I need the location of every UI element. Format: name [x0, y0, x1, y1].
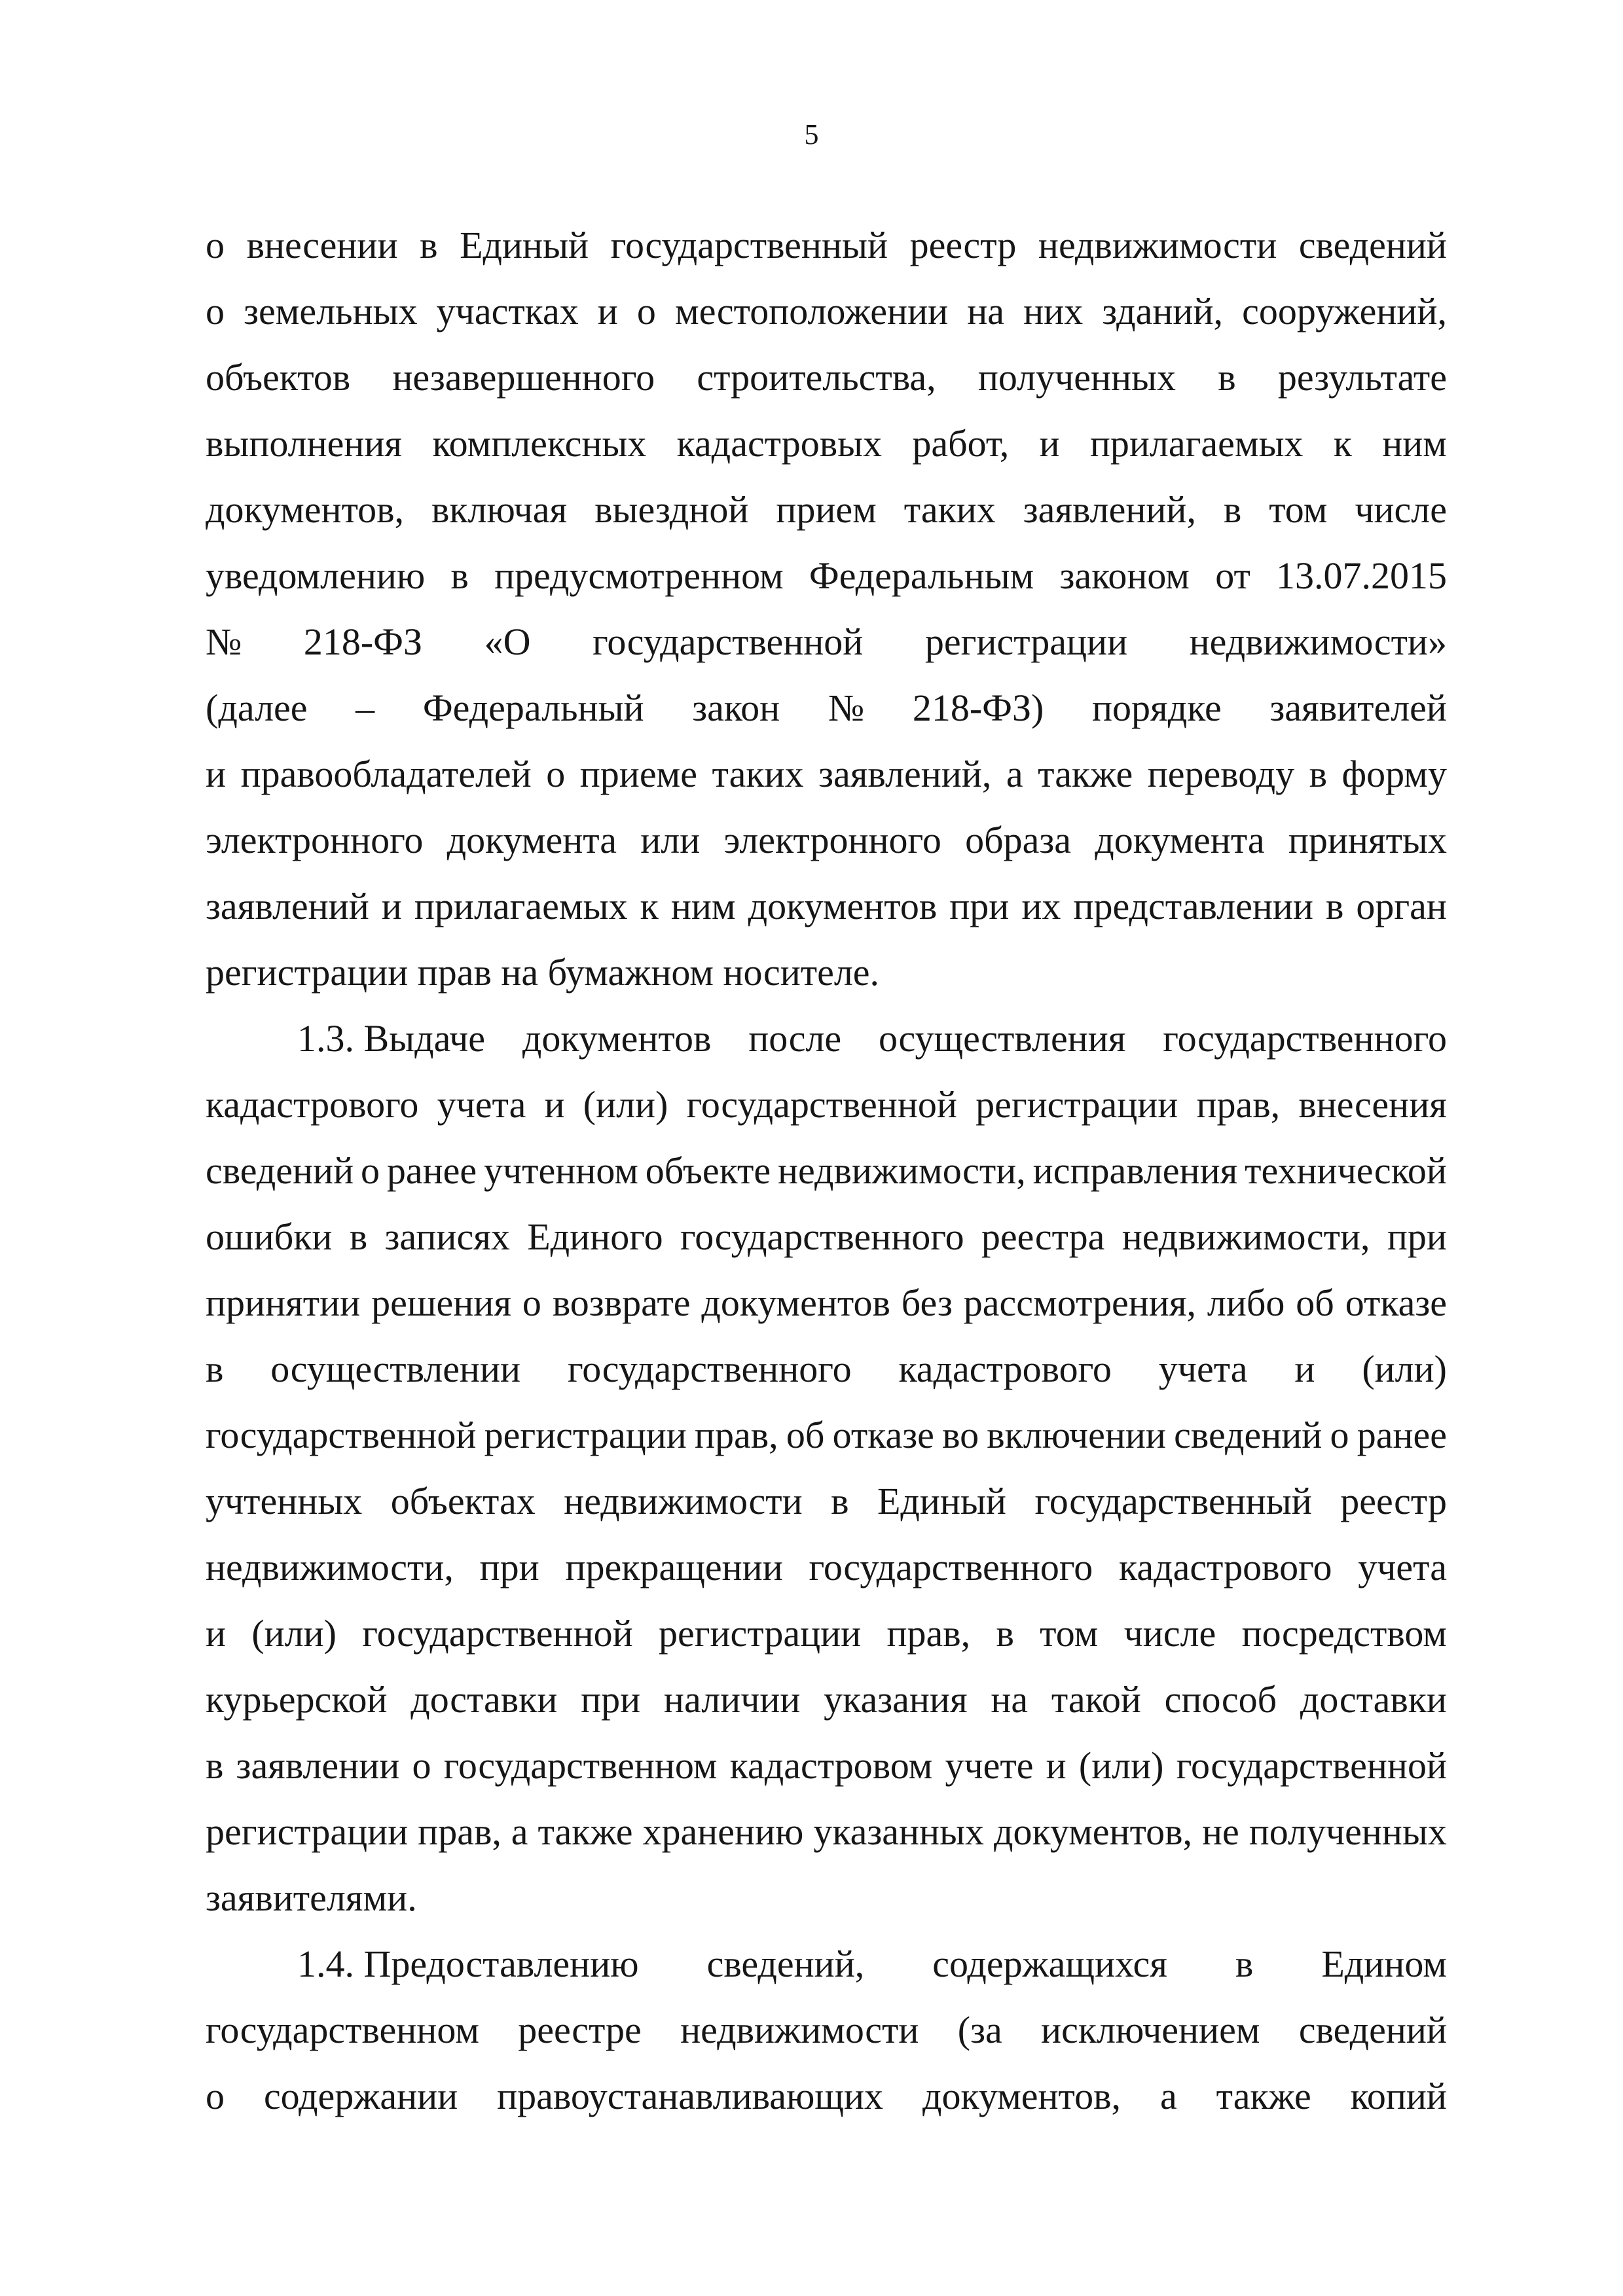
word: решения [371, 1282, 512, 1324]
word: Федеральным [809, 554, 1034, 597]
word: осуществлении [270, 1348, 521, 1390]
word: полученных [1249, 1810, 1447, 1853]
word: посредством [1241, 1612, 1447, 1655]
word: учета [1358, 1546, 1447, 1588]
word: ошибки [206, 1215, 333, 1258]
word: регистрации [206, 1810, 409, 1853]
text-line [206, 1138, 1447, 1204]
text-line [206, 1732, 1447, 1799]
word: объектов [206, 356, 351, 399]
word: государственного [809, 1546, 1093, 1588]
word: заявлений [206, 885, 369, 927]
word: выездной [594, 488, 749, 531]
document-body [206, 212, 1447, 2129]
word: сведений [1174, 1414, 1322, 1456]
word: заявлений, [818, 753, 992, 795]
word: государственного [1163, 1017, 1447, 1060]
word: результате [1277, 356, 1447, 399]
word: записях [384, 1215, 510, 1258]
word: от [1215, 554, 1250, 597]
text-line [206, 1336, 1447, 1402]
word: в [450, 554, 469, 597]
word: государственном [443, 1744, 718, 1787]
word: принятии [206, 1282, 361, 1324]
word: сведений, [706, 1943, 865, 1985]
word: регистрации [976, 1083, 1178, 1126]
word: реестре [518, 2009, 642, 2051]
word: включении [987, 1414, 1166, 1456]
word: в [1235, 1943, 1254, 1985]
word: указания [824, 1678, 968, 1721]
word: документов, [206, 488, 405, 531]
word: зданий, [1102, 290, 1224, 332]
word: государственный [1034, 1480, 1312, 1522]
word: заявлений, [1023, 488, 1196, 531]
word: кадастрового [1119, 1546, 1332, 1588]
word: № [206, 620, 242, 663]
word: реестра [981, 1215, 1105, 1258]
text-line [206, 1997, 1447, 2063]
text-line [206, 278, 1447, 344]
word: прекращении [565, 1546, 783, 1588]
word: о [522, 1282, 541, 1324]
word: представлении [1073, 885, 1313, 927]
text-line [206, 609, 1447, 675]
word: таких [903, 488, 996, 531]
word: рассмотрения, [963, 1282, 1197, 1324]
word: (или) [1362, 1348, 1447, 1390]
word: принятых [1288, 819, 1447, 861]
word: в [1218, 356, 1236, 399]
word: в [1223, 488, 1242, 531]
text-line [206, 675, 1447, 741]
word: 13.07.2015 [1275, 554, 1447, 597]
word: такой [1051, 1678, 1141, 1721]
word: к [640, 885, 659, 927]
text-line [206, 1600, 1447, 1666]
word: не [1202, 1810, 1239, 1853]
word: 1.4. Предоставлению [297, 1943, 639, 1985]
word: а [511, 1810, 528, 1853]
word: в [1309, 753, 1328, 795]
word: сведений [206, 1149, 354, 1192]
word: «О [484, 620, 531, 663]
word: Единый [460, 224, 589, 266]
word: документов [522, 1017, 712, 1060]
word: приеме [579, 753, 698, 795]
word: сведений [1298, 224, 1447, 266]
word: государственном [206, 2009, 479, 2051]
text-line [206, 1204, 1447, 1270]
word: заявлении [236, 1744, 400, 1787]
word: участках [436, 290, 579, 332]
word: форму [1341, 753, 1447, 795]
word: в [420, 224, 438, 266]
word: государственной [1176, 1744, 1447, 1787]
word: внесения [1298, 1083, 1447, 1126]
word: правоустанавливающих [497, 2075, 884, 2117]
word: реестр [1340, 1480, 1447, 1522]
word: осуществления [879, 1017, 1126, 1060]
word: и [1294, 1348, 1315, 1390]
word: при [479, 1546, 539, 1588]
word: исключением [1041, 2009, 1260, 2051]
word: также [538, 1810, 633, 1853]
word: орган [1356, 885, 1447, 927]
paragraph [206, 1931, 1447, 2129]
text-line [206, 543, 1447, 609]
word: заявителей [1269, 687, 1447, 729]
word: регистрации [924, 620, 1128, 663]
word: электронного [206, 819, 424, 861]
word: выполнения [206, 422, 403, 465]
word: Единого [527, 1215, 663, 1258]
word: работ, [912, 422, 1010, 465]
word: и [597, 290, 618, 332]
text-line [206, 1402, 1447, 1468]
word: объектах [390, 1480, 536, 1522]
word: 218-ФЗ) [912, 687, 1044, 729]
word: наличии [663, 1678, 801, 1721]
text-line [206, 1005, 1447, 1071]
word: электронного [723, 819, 941, 861]
word: Едином [1321, 1943, 1447, 1985]
word: переводу [1147, 753, 1295, 795]
word: в [206, 1744, 224, 1787]
word: либо [1207, 1282, 1285, 1324]
word: после [748, 1017, 842, 1060]
word: кадастрового [898, 1348, 1112, 1390]
text-line [206, 1931, 1447, 1997]
word: или [640, 819, 701, 861]
word: 1.3. Выдаче [297, 1017, 485, 1060]
text-line [206, 1071, 1447, 1138]
word: недвижимости [680, 2009, 919, 2051]
word: возврате [552, 1282, 691, 1324]
word: – [356, 687, 375, 729]
word: том [1040, 1612, 1099, 1655]
word: отказе [1345, 1282, 1447, 1324]
word: документов [748, 885, 938, 927]
word: (или) [251, 1612, 337, 1655]
word: (за [957, 2009, 1002, 2051]
word: Единый [877, 1480, 1006, 1522]
word: при [1387, 1215, 1447, 1258]
word: учета [1158, 1348, 1248, 1390]
word: на [991, 1678, 1029, 1721]
text-line-last: регистрации прав на бумажном носителе. [206, 951, 880, 994]
text-line [206, 2063, 1447, 2129]
text-line [206, 1468, 1447, 1534]
word: кадастровом [729, 1744, 933, 1787]
word: числе [1123, 1612, 1216, 1655]
word: местоположении [675, 290, 949, 332]
word: способ [1164, 1678, 1277, 1721]
word: в [831, 1480, 849, 1522]
word: в [1325, 885, 1344, 927]
text-line [206, 212, 1447, 278]
word: комплексных [432, 422, 647, 465]
word: учета [437, 1083, 526, 1126]
word: о [361, 1149, 380, 1192]
word: прилагаемых [414, 885, 628, 927]
word: прав, [695, 1414, 778, 1456]
word: содержании [263, 2075, 458, 2117]
word: также [1038, 753, 1133, 795]
word: учтенных [206, 1480, 363, 1522]
word: 218-ФЗ [303, 620, 423, 663]
word: без [901, 1282, 953, 1324]
word: регистрации [484, 1414, 687, 1456]
word: № [828, 687, 865, 729]
word: кадастрового [206, 1083, 419, 1126]
word: при [581, 1678, 641, 1721]
word: недвижимости, [1122, 1215, 1370, 1258]
word: об [1296, 1282, 1334, 1324]
word: о [412, 1744, 431, 1787]
word: земельных [244, 290, 418, 332]
word: доставки [1300, 1678, 1447, 1721]
word: порядке [1092, 687, 1222, 729]
word: о [636, 290, 656, 332]
word: государственного [567, 1348, 852, 1390]
word: образа [965, 819, 1072, 861]
word: уведомлению [206, 554, 426, 597]
text-line [206, 1666, 1447, 1732]
word: недвижимости, [206, 1546, 454, 1588]
word: доставки [410, 1678, 558, 1721]
text-line [206, 476, 1447, 543]
word: также [1216, 2075, 1311, 2117]
word: технической [1245, 1149, 1447, 1192]
word: курьерской [206, 1678, 388, 1721]
word: прав, [886, 1612, 971, 1655]
word: содержащихся [932, 1943, 1167, 1985]
word: Федеральный [422, 687, 644, 729]
word: о [206, 224, 225, 266]
word: закон [692, 687, 780, 729]
word: недвижимости» [1189, 620, 1447, 663]
word: указанных [813, 1810, 985, 1853]
word: и [206, 753, 227, 795]
text-line [206, 344, 1447, 410]
word: и [381, 885, 402, 927]
word: ранее [386, 1149, 477, 1192]
word: (или) [1078, 1744, 1164, 1787]
word: правообладателей [240, 753, 532, 795]
word: сведений [1298, 2009, 1447, 2051]
word: учтенном [484, 1149, 638, 1192]
word: них [1023, 290, 1084, 332]
word: их [1021, 885, 1061, 927]
word: ним [670, 885, 736, 927]
word: государственный [610, 224, 888, 266]
word: недвижимости [1038, 224, 1277, 266]
word: прав, [1196, 1083, 1281, 1126]
word: и [1039, 422, 1060, 465]
text-line [206, 1534, 1447, 1600]
word: прилагаемых [1089, 422, 1304, 465]
word: недвижимости [564, 1480, 803, 1522]
word: в [349, 1215, 368, 1258]
word: и [544, 1083, 565, 1126]
word: государственной [686, 1083, 957, 1126]
text-line-last: заявителями. [206, 1876, 417, 1919]
word: во [942, 1414, 979, 1456]
word: а [1006, 753, 1023, 795]
word: об [786, 1414, 825, 1456]
word: незавершенного [392, 356, 655, 399]
text-line [206, 807, 1447, 873]
text-line [206, 741, 1447, 807]
word: прием [776, 488, 877, 531]
word: о [206, 290, 225, 332]
word: документов, [994, 1810, 1193, 1853]
word: государственной [206, 1414, 477, 1456]
text-line [206, 1799, 1447, 1865]
word: том [1269, 488, 1328, 531]
word: кадастровых [676, 422, 883, 465]
word: прав, [418, 1810, 501, 1853]
word: государственной [362, 1612, 633, 1655]
text-line [206, 873, 1447, 939]
word: реестр [909, 224, 1017, 266]
word: (далее [206, 687, 308, 729]
word: документа [1095, 819, 1265, 861]
word: государственной [592, 620, 864, 663]
page-number: 5 [804, 118, 819, 151]
word: (или) [583, 1083, 668, 1126]
word: ним [1382, 422, 1447, 465]
word: о [206, 2075, 225, 2117]
word: полученных [977, 356, 1176, 399]
word: а [1159, 2075, 1177, 2117]
word: регистрации [658, 1612, 862, 1655]
word: учете [945, 1744, 1034, 1787]
word: строительства, [697, 356, 936, 399]
word: в [996, 1612, 1014, 1655]
word: документа [447, 819, 617, 861]
text-line [206, 410, 1447, 476]
paragraph [206, 212, 1447, 1005]
word: хранению [642, 1810, 804, 1853]
word: и [1046, 1744, 1067, 1787]
word: ранее [1357, 1414, 1447, 1456]
word: числе [1355, 488, 1447, 531]
word: объекте [645, 1149, 771, 1192]
word: включая [431, 488, 568, 531]
word: документов, [922, 2075, 1122, 2117]
word: законом [1059, 554, 1190, 597]
word: к [1333, 422, 1352, 465]
word: в [206, 1348, 224, 1390]
word: предусмотренном [494, 554, 784, 597]
word: копий [1350, 2075, 1447, 2117]
word: исправления [1032, 1149, 1238, 1192]
word: недвижимости, [777, 1149, 1026, 1192]
word: о [1330, 1414, 1349, 1456]
word: отказе [832, 1414, 934, 1456]
text-line [206, 1270, 1447, 1336]
word: таких [712, 753, 804, 795]
word: о [546, 753, 566, 795]
word: государственного [680, 1215, 964, 1258]
paragraph [206, 1005, 1447, 1931]
word: на [967, 290, 1005, 332]
word: и [206, 1612, 227, 1655]
word: внесении [246, 224, 398, 266]
word: сооружений, [1242, 290, 1447, 332]
word: документов [701, 1282, 890, 1324]
word: при [949, 885, 1010, 927]
